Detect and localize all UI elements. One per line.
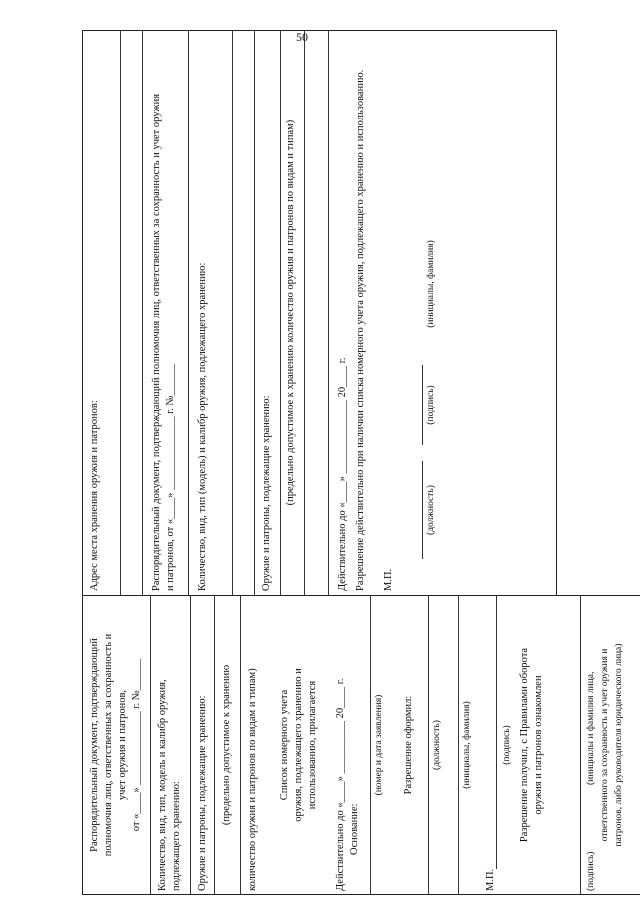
list-line3: использованию, прилагается	[307, 680, 318, 810]
divider	[370, 595, 371, 895]
right-position-caption: (должность)	[426, 485, 436, 535]
divider	[142, 30, 143, 595]
left-position-caption: (должность)	[432, 720, 442, 770]
divider	[428, 595, 429, 895]
left-ammo-line: Оружие и патроны, подлежащие хранению:	[197, 695, 208, 891]
list-line1: Список номерного учета	[279, 689, 290, 801]
right-doc-line1: Распорядительный документ, подтверждающий полномочия лиц, ответственных за сохранность и учет оружия	[151, 93, 162, 591]
bottom-signature: (подпись)	[586, 851, 596, 891]
right-column	[82, 30, 640, 595]
left-doc-line2: полномочия лиц, ответственных за сохранность и	[103, 633, 114, 857]
right-doc-line2: и патронов, от «____» ______________ г. №______	[165, 363, 176, 591]
left-column	[82, 595, 640, 895]
divider	[150, 595, 151, 895]
right-limit-caption: (предельно допустимое к хранению количество оружия и патронов по видам и типам)	[285, 119, 296, 506]
right-mp: М.П.	[383, 568, 394, 591]
divider	[232, 30, 233, 595]
issued-label: Разрешение оформил:	[403, 695, 414, 795]
left-signature-caption: (подпись)	[502, 725, 512, 765]
divider	[120, 30, 121, 595]
divider	[240, 595, 241, 895]
bottom-line2: ответственного за сохранность и учет оружия и	[600, 648, 610, 842]
page-number: 50	[296, 30, 308, 44]
right-signature-caption: (подпись)	[426, 385, 436, 425]
divider	[214, 595, 215, 895]
left-doc-line4: от «____» ______________ г. №______	[131, 658, 142, 832]
divider	[280, 30, 281, 595]
right-initials-caption: (инициалы, фамилия)	[426, 240, 436, 328]
divider	[190, 595, 191, 895]
divider	[254, 30, 255, 595]
left-qty-line2: подлежащего хранению:	[171, 781, 182, 891]
position-line	[422, 461, 423, 559]
right-valid-line: Действительно до «____» ______________ 20____ г.	[337, 357, 348, 591]
divider	[458, 595, 459, 895]
permit-form	[82, 30, 640, 895]
left-qty-line1: Количество, вид, тип, модель и калибр оружия,	[157, 679, 168, 891]
basis-label: Основание:	[349, 803, 360, 855]
divider	[328, 30, 329, 595]
bottom-line3: патронов, либо руководителя юридического лица)	[614, 643, 624, 847]
divider	[496, 595, 497, 869]
basis-caption: (номер и дата заявления)	[374, 694, 384, 796]
left-doc-line1: Распорядительный документ, подтверждающий	[89, 638, 100, 852]
divider	[188, 30, 189, 595]
bottom-initials: (инициалы и фамилия лица,	[586, 671, 596, 785]
right-qty-line: Количество, вид, тип (модель) и калибр оружия, подлежащего хранению:	[197, 262, 208, 591]
left-mp: М.П.	[485, 868, 496, 891]
notice-line: Разрешение действительно при наличии списка номерного учета оружия, подлежащего хранению и использованию.	[355, 69, 366, 591]
left-initials-caption: (инициалы, фамилия)	[462, 701, 472, 789]
right-ammo-line: Оружие и патроны, подлежащие хранению:	[261, 395, 272, 591]
left-doc-line3: учет оружия и патронов,	[117, 689, 128, 801]
divider	[580, 595, 581, 895]
left-valid-line: Действительно до «____» __________ 20____ г.	[335, 678, 346, 891]
address-label: Адрес места хранения оружия и патронов:	[89, 400, 100, 591]
list-line2: оружия, подлежащего хранению и	[293, 668, 304, 822]
received-line1: Разрешение получил, с Правилами оборота	[519, 647, 530, 843]
left-limit-caption2: количество оружия и патронов по видам и типам)	[247, 668, 258, 891]
divider	[304, 30, 305, 595]
received-line2: оружия и патронов ознакомлен	[533, 675, 544, 815]
signature-line	[422, 365, 423, 445]
left-limit-caption: (предельно допустимое к хранению	[221, 664, 232, 826]
